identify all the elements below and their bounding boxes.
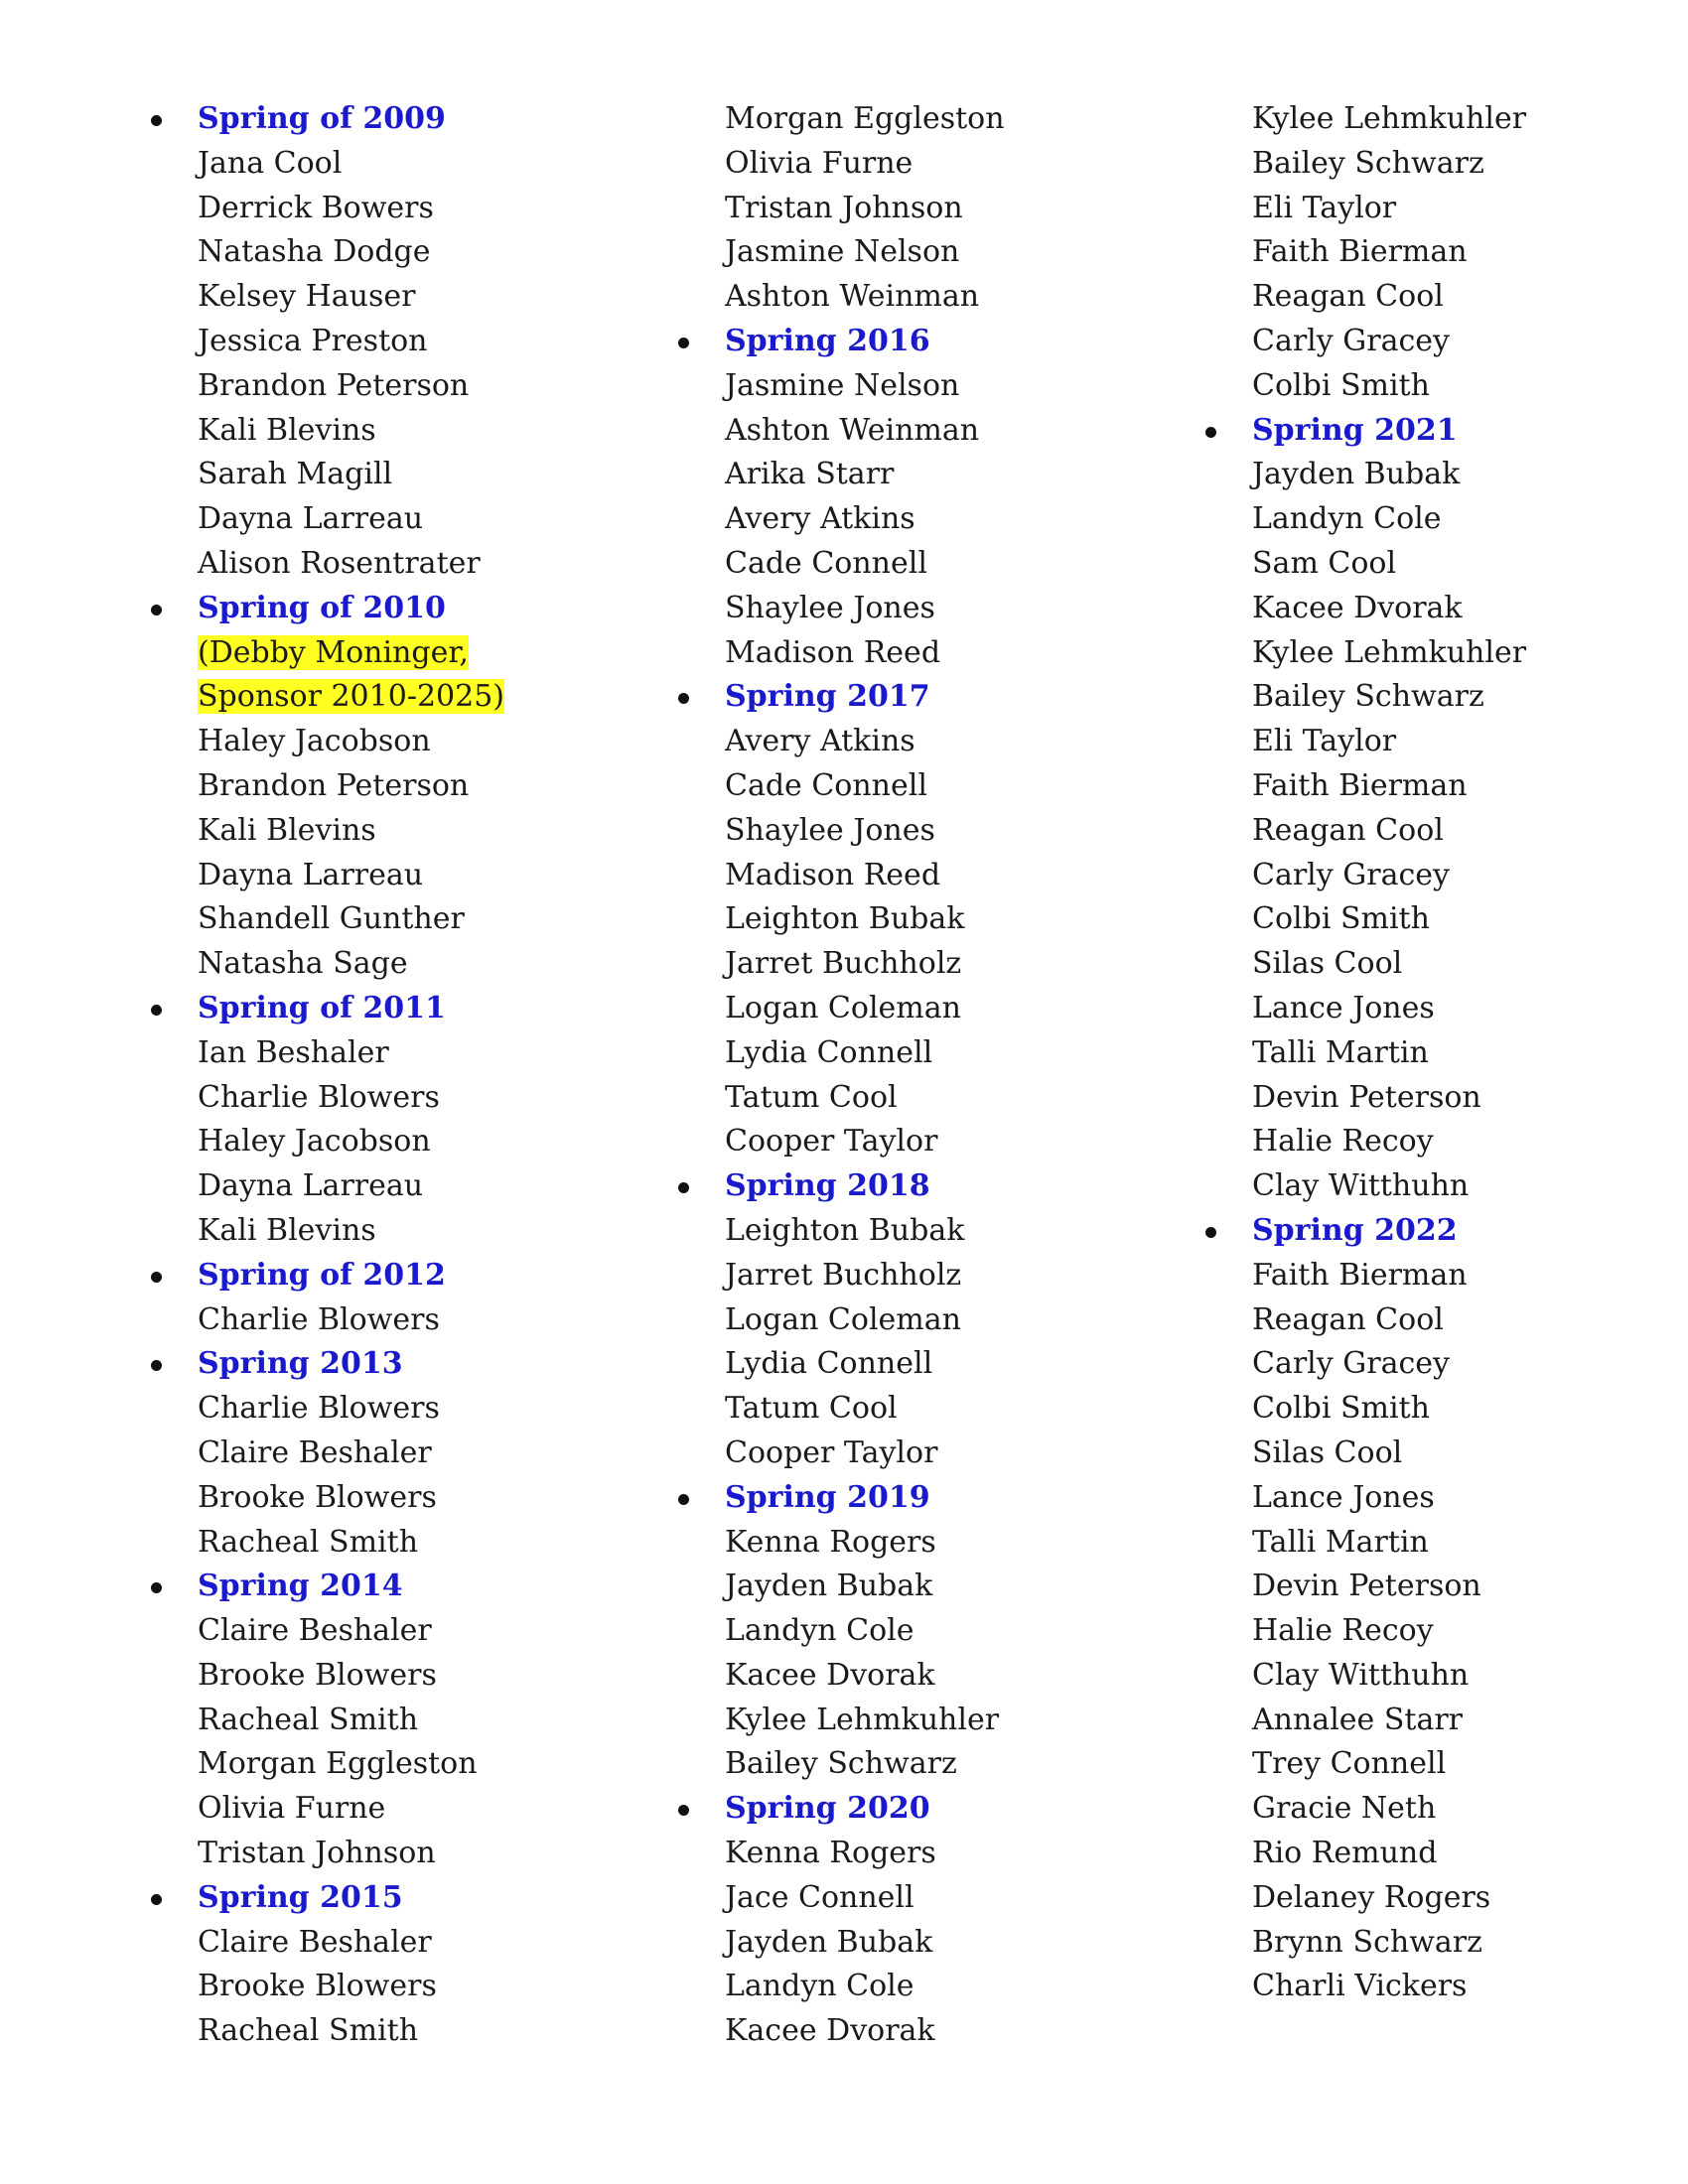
member-name: Brooke Blowers [198,1657,437,1693]
member-name: Shandell Gunther [198,901,465,937]
member-name: Carly Gracey [1252,857,1450,892]
season-heading [674,320,1151,364]
member-name: Madison Reed [725,857,941,892]
member-name: Morgan Eggleston [725,101,1005,136]
bullet-icon [151,115,162,126]
member-name: Kali Blevins [198,412,376,448]
member-name: Jayden Bubak [1252,457,1461,492]
member-name: Colbi Smith [1252,901,1430,937]
season-heading [147,587,624,631]
member-name: Colbi Smith [1252,1391,1430,1427]
member-name: Avery Atkins [725,501,915,537]
member-name: Reagan Cool [1252,1301,1444,1337]
season-heading-text: Spring of 2010 [198,590,446,625]
season-heading [147,97,624,142]
bullet-icon [151,1582,162,1593]
sponsor-note-text: Sponsor 2010-2025) [198,679,505,715]
member-name: Kenna Rogers [725,1836,936,1871]
member-name: Charlie Blowers [198,1391,440,1427]
season-heading-text: Spring of 2011 [198,990,446,1025]
season-heading-text: Spring 2013 [198,1346,403,1382]
member-name: Halie Recoy [1252,1124,1434,1160]
season-heading-text: Spring 2018 [725,1168,930,1204]
season-heading-text: Spring 2016 [725,323,930,358]
member-name: Devin Peterson [1252,1569,1481,1604]
member-name: Annalee Starr [1252,1702,1464,1737]
bullet-icon [1205,427,1216,438]
bullet-icon [151,1894,162,1905]
bullet-icon [1205,1227,1216,1238]
member-name: Logan Coleman [725,990,961,1025]
season-heading-text: Spring 2020 [725,1791,930,1827]
member-name: Bailey Schwarz [1252,145,1484,181]
member-name: Alison Rosentrater [198,545,481,581]
member-name: Silas Cool [1252,946,1403,982]
member-name: Olivia Furne [198,1791,386,1827]
member-name: Devin Peterson [1252,1079,1481,1115]
member-name: Kacee Dvorak [1252,590,1463,625]
member-name: Eli Taylor [1252,724,1397,759]
season-heading [674,1787,1151,1832]
member-name: Cooper Taylor [725,1124,938,1160]
member-name: Kacee Dvorak [725,1657,935,1693]
member-name: Lydia Connell [725,1034,933,1070]
bullet-icon [678,1182,689,1193]
member-name: Jayden Bubak [725,1924,933,1960]
member-name: Natasha Sage [198,946,408,982]
member-name: Charli Vickers [1252,1969,1468,2004]
member-name: Brooke Blowers [198,1969,437,2004]
member-name: Landyn Cole [725,1613,914,1649]
member-name: Brandon Peterson [198,767,470,803]
member-name: Jarret Buchholz [725,946,962,982]
member-name: Faith Bierman [1252,234,1468,270]
member-name: Kali Blevins [198,1212,376,1248]
season-heading [147,1342,624,1387]
member-name: Bailey Schwarz [1252,679,1484,715]
season-heading-text: Spring 2021 [1252,412,1458,448]
season-heading [674,1476,1151,1521]
member-name: Jayden Bubak [725,1569,933,1604]
member-name: Clay Witthuhn [1252,1168,1470,1204]
sponsor-note-text: (Debby Moninger, [198,634,469,670]
season-heading-text: Spring 2019 [725,1479,930,1515]
member-name: Carly Gracey [1252,323,1450,358]
season-heading [1201,409,1678,454]
member-name: Reagan Cool [1252,812,1444,848]
season-heading-text: Spring of 2012 [198,1257,446,1293]
member-name: Shaylee Jones [725,590,935,625]
member-name: Tristan Johnson [198,1836,436,1871]
member-name: Lydia Connell [725,1346,933,1382]
bullet-icon [678,1805,689,1816]
member-name: Madison Reed [725,634,941,670]
member-name: Kylee Lehmkuhler [1252,634,1527,670]
member-name: Cooper Taylor [725,1434,938,1470]
member-name: Bailey Schwarz [725,1746,957,1782]
season-heading-text: Spring of 2009 [198,101,446,136]
member-name: Dayna Larreau [198,501,424,537]
member-name: Leighton Bubak [725,1212,965,1248]
member-name: Kylee Lehmkuhler [1252,101,1527,136]
member-name: Charlie Blowers [198,1301,440,1337]
sponsor-note [147,675,624,720]
season-heading-text: Spring 2017 [725,679,930,715]
column-3 [1201,97,1678,2009]
member-name: Arika Starr [725,457,895,492]
member-name: Jasmine Nelson [725,367,960,403]
member-name: Dayna Larreau [198,1168,424,1204]
season-heading [147,1876,624,1921]
member-name: Sarah Magill [198,457,393,492]
bullet-icon [151,605,162,615]
member-name: Trey Connell [1252,1746,1447,1782]
member-name: Jasmine Nelson [725,234,960,270]
member-name: Brandon Peterson [198,367,470,403]
member-name: Leighton Bubak [725,901,965,937]
member-name: Lance Jones [1252,990,1435,1025]
season-heading [147,987,624,1031]
member-name: Rio Remund [1252,1836,1438,1871]
column-1 [147,97,624,2054]
member-name: Cade Connell [725,767,927,803]
member-name: Jace Connell [725,1879,914,1915]
bullet-icon [678,693,689,704]
member-name: Faith Bierman [1252,767,1468,803]
member-name: Ian Beshaler [198,1034,389,1070]
member-name: Logan Coleman [725,1301,961,1337]
member-name: Jarret Buchholz [725,1257,962,1293]
season-heading [1201,1209,1678,1254]
bullet-icon [151,1272,162,1283]
member-name: Charlie Blowers [198,1079,440,1115]
member-name: Avery Atkins [725,724,915,759]
member-name: Lance Jones [1252,1479,1435,1515]
season-heading [674,1164,1151,1209]
member-name: Morgan Eggleston [198,1746,478,1782]
member-name: Jana Cool [198,145,343,181]
member-name: Sam Cool [1252,545,1397,581]
member-name: Brooke Blowers [198,1479,437,1515]
member-name: Derrick Bowers [198,190,434,225]
member-name: Faith Bierman [1252,1257,1468,1293]
member-name: Gracie Neth [1252,1791,1437,1827]
member-name: Tristan Johnson [725,190,963,225]
member-name: Kenna Rogers [725,1524,936,1560]
member-name: Talli Martin [1252,1524,1429,1560]
member-name: Claire Beshaler [198,1613,432,1649]
member-name: Ashton Weinman [725,279,980,315]
bullet-icon [151,1005,162,1016]
member-name: Brynn Schwarz [1252,1924,1482,1960]
member-name: Carly Gracey [1252,1346,1450,1382]
member-name: Talli Martin [1252,1034,1429,1070]
season-heading [147,1565,624,1609]
member-name: Halie Recoy [1252,1613,1434,1649]
member-name: Haley Jacobson [198,1124,431,1160]
member-name: Delaney Rogers [1252,1879,1491,1915]
season-heading [147,1254,624,1298]
member-name: Landyn Cole [1252,501,1442,537]
member-name: Claire Beshaler [198,1434,432,1470]
member-name: Silas Cool [1252,1434,1403,1470]
member-name: Dayna Larreau [198,857,424,892]
member-name: Ashton Weinman [725,412,980,448]
season-heading-text: Spring 2022 [1252,1212,1458,1248]
member-name: Cade Connell [725,545,927,581]
member-name: Racheal Smith [198,1702,419,1737]
season-heading-text: Spring 2015 [198,1879,403,1915]
member-name: Racheal Smith [198,2013,419,2049]
column-2 [674,97,1151,2054]
bullet-icon [678,1494,689,1505]
season-heading-text: Spring 2014 [198,1569,403,1604]
member-name: Colbi Smith [1252,367,1430,403]
member-name: Eli Taylor [1252,190,1397,225]
member-name: Kacee Dvorak [725,2013,935,2049]
season-heading [674,675,1151,720]
member-name: Claire Beshaler [198,1924,432,1960]
member-name: Kylee Lehmkuhler [725,1702,1000,1737]
bullet-icon [151,1360,162,1371]
member-name: Shaylee Jones [725,812,935,848]
member-name: Kali Blevins [198,812,376,848]
member-name: Jessica Preston [198,323,428,358]
bullet-icon [678,338,689,348]
member-name: Natasha Dodge [198,234,431,270]
member-name: Kelsey Hauser [198,279,416,315]
member-name: Reagan Cool [1252,279,1444,315]
sponsor-note [147,631,624,676]
member-name: Landyn Cole [725,1969,914,2004]
member-name: Tatum Cool [725,1391,898,1427]
member-name: Clay Witthuhn [1252,1657,1470,1693]
member-name: Tatum Cool [725,1079,898,1115]
member-name: Racheal Smith [198,1524,419,1560]
member-name: Haley Jacobson [198,724,431,759]
member-name: Olivia Furne [725,145,914,181]
